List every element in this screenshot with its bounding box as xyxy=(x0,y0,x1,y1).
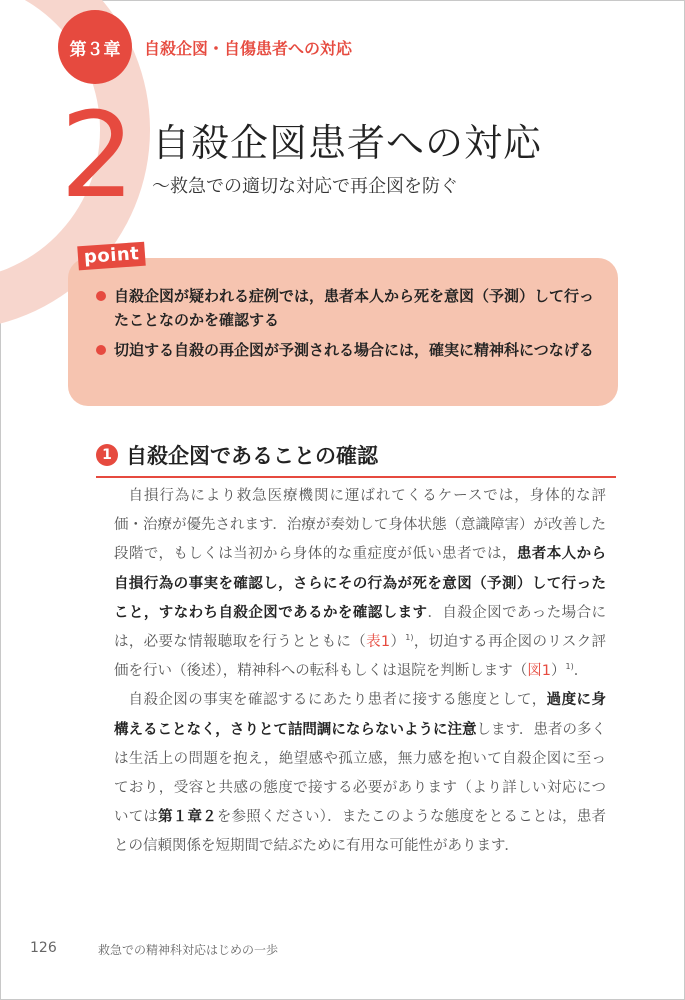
citation-superscript: 1) xyxy=(405,633,414,643)
bullet-icon xyxy=(96,345,106,355)
text-span: 自殺企図の事実を確認するにあたり患者に接する態度として， xyxy=(128,692,547,709)
subsection-title: 自殺企図であることの確認 xyxy=(126,444,378,468)
section-number: 2 xyxy=(60,86,136,224)
body-text xyxy=(114,482,606,862)
chapter-badge: 第３章 xyxy=(58,10,132,84)
point-item xyxy=(96,338,606,362)
citation-superscript: 1) xyxy=(565,662,574,672)
text-span: ．自殺企図であった場合には，必要な情報聴取を行うとともに（ xyxy=(114,604,606,651)
figure-reference-link[interactable]: 図1 xyxy=(527,663,551,680)
point-item xyxy=(96,284,606,332)
section-subtitle: ～救急での適切な対応で再企図を防ぐ xyxy=(152,176,458,197)
paragraph-1: 自損行為により救急医療機関に運ばれてくるケースでは，身体的な評価・治療が優先されます．治療が奏効して身体状態（意識障害）が改善した段階で，もしくは当初から身体的な重症度が低い患者では，患者本人から自損行為の事実を確認し，さらにその行為が死を意図（予測）して行ったこと，すなわち自殺企図であるかを確認します．自殺企図であった場合には，必要な情報聴取を行うとともに（表1）$^{1)}$，切迫する再企図のリスク評価を行い（後述），精神科への転科もしくは退院を判断します（図1）$^{1)}$． xyxy=(114,488,606,680)
point-item-text: 自殺企図が疑われる症例では，患者本人から死を意図（予測）して行ったことなのかを確認する xyxy=(114,287,595,329)
emphasis-text: 患者本人から自損行為の事実を確認し，さらにその行為が死を意図（予測）して行ったこと，すなわち自殺企図であるかを確認します xyxy=(114,546,606,621)
text-span: ． xyxy=(573,663,589,680)
chapter-reference: 第１章２ xyxy=(158,809,217,826)
section-title: 自殺企図患者への対応 xyxy=(152,121,543,165)
text-span: を参照ください）．またこのような態度をとることは，患者との信頼関係を短期間で結ぶために有用な可能性があります． xyxy=(114,809,607,855)
chapter-title: 自殺企図・自傷患者への対応 xyxy=(144,39,353,58)
emphasis-text: 過度に身構えることなく，さりとて詰問調にならないように注意 xyxy=(114,692,606,738)
point-list xyxy=(96,284,606,368)
point-item-text: 切迫する自殺の再企図が予測される場合には，確実に精神科につなげる xyxy=(114,341,594,359)
text-span: します．患者の多くは生活上の問題を抱え，絶望感や孤立感，無力感を抱いて自殺企図に至っており，受容と共感の態度で接する必要があります（より詳しい対応については xyxy=(114,721,606,826)
table-reference-link[interactable]: 表1 xyxy=(366,634,391,651)
bullet-icon xyxy=(96,291,106,301)
footer-book-title: 救急での精神科対応はじめの一歩 xyxy=(98,943,279,957)
point-label: point xyxy=(77,242,146,271)
subsection-heading xyxy=(96,440,616,478)
subsection-number-badge: 1 xyxy=(96,444,118,466)
text-span: 自損行為により救急医療機関に運ばれてくるケースでは，身体的な評価・治療が優先されます．治療が奏効して身体状態（意識障害）が改善した段階で，もしくは当初から身体的な重症度が低い患者では， xyxy=(114,488,606,563)
text-span: ，切迫する再企図のリスク評価を行い（後述），精神科への転科もしくは退院を判断します（ xyxy=(114,634,606,680)
paragraph-2 xyxy=(114,686,606,861)
page-number: 126 xyxy=(30,940,57,956)
